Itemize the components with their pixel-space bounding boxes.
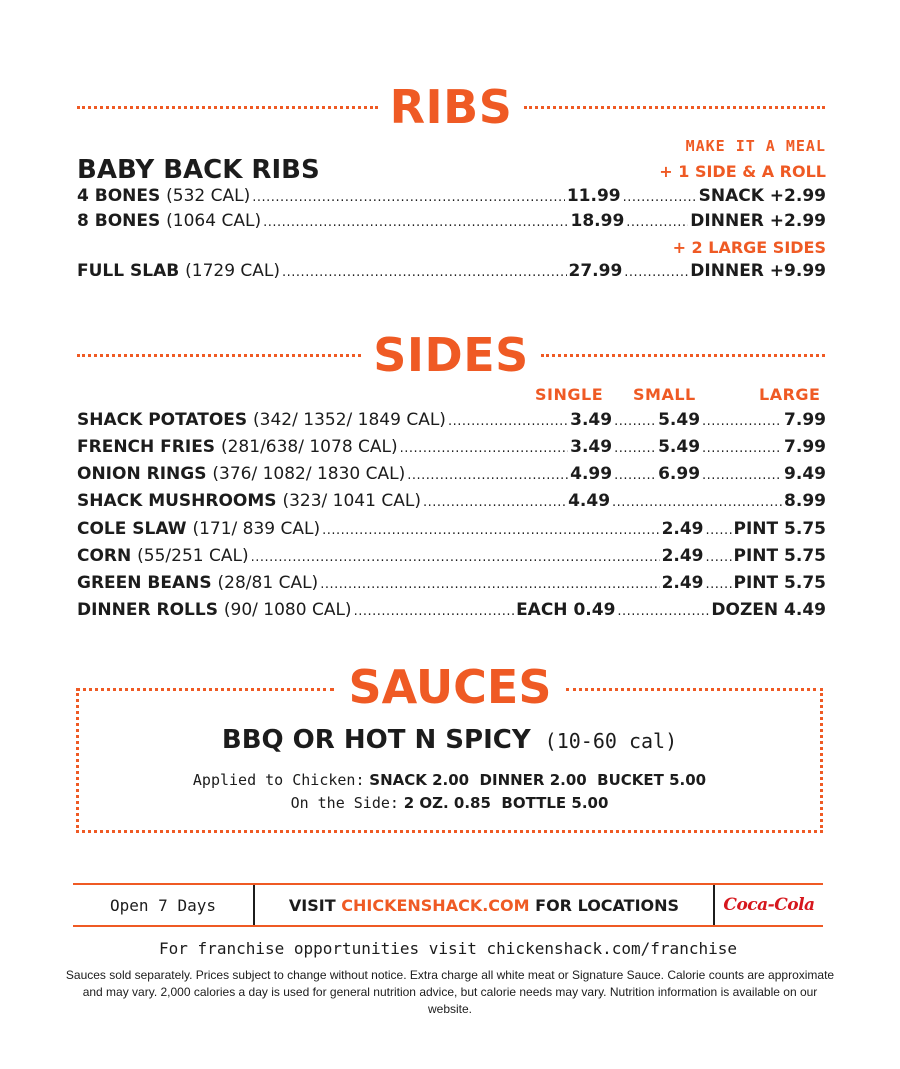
dot-leader [624, 265, 688, 280]
side-row-corn [77, 546, 826, 570]
price-large: 9.49 [784, 464, 826, 484]
dot-leader [282, 265, 566, 280]
item-price: 18.99 [570, 211, 625, 231]
price-large: 7.99 [784, 437, 826, 457]
item-calories: (1064 CAL) [166, 211, 262, 231]
column-header-large: LARGE [759, 385, 821, 404]
dot-leader [407, 468, 568, 483]
dot-leader [702, 468, 782, 483]
dot-leader [626, 215, 688, 230]
item-calories: (376/ 1082/ 1830 CAL) [212, 464, 406, 484]
price-small: 2.49 [661, 546, 704, 566]
sauces-heading-text: SAUCES [348, 660, 552, 714]
sides-heading [77, 328, 825, 382]
price-small: 2.49 [661, 519, 704, 539]
price-single: 4.99 [570, 464, 613, 484]
item-price: 11.99 [566, 186, 621, 206]
price-small: 5.49 [658, 437, 701, 457]
dot-leader [706, 550, 732, 565]
price-single: 3.49 [570, 437, 613, 457]
sauce-title-line [76, 725, 823, 755]
side-row-french-fries [77, 437, 826, 461]
price-large: PINT 5.75 [733, 546, 826, 566]
fine-print: Sauces sold separately. Prices subject to change without notice. Extra charge all white meat or Signature Sauce. Calorie counts are approximate and may vary. 2,000 calories a day is used for general nutrition advice, but calorie needs may vary. Nutrition information is available on our website. [65, 968, 835, 1016]
dot-leader [354, 604, 515, 619]
side-row-green-beans [77, 573, 826, 597]
open-7-days: Open 7 Days [73, 885, 255, 925]
coca-cola-logo [715, 885, 823, 925]
baby-back-ribs-title: BABY BACK RIBS [77, 155, 320, 185]
meal-two-large-sides-label: + 2 LARGE SIDES [672, 238, 826, 257]
sauce-calories: (10-60 cal) [544, 729, 678, 753]
dotted-rule [77, 106, 378, 109]
dot-leader [614, 468, 656, 483]
item-name: DINNER ROLLS [77, 600, 218, 620]
column-header-small: SMALL [633, 385, 696, 404]
price-large: DOZEN 4.49 [711, 600, 826, 620]
item-name: FRENCH FRIES [77, 437, 216, 457]
item-calories: (1729 CAL) [185, 261, 281, 281]
ribs-heading-text: RIBS [389, 80, 513, 134]
dotted-rule [76, 688, 334, 691]
sauce-side-prices: 2 OZ. 0.85 BOTTLE 5.00 [403, 794, 609, 812]
visit-locations [255, 885, 715, 925]
footer-bar [73, 883, 823, 927]
item-meal-price: SNACK +2.99 [698, 186, 826, 206]
dot-leader [251, 550, 660, 565]
website-link[interactable]: CHICKENSHACK.COM [341, 895, 530, 915]
side-row-shack-potatoes [77, 410, 826, 434]
item-name: SHACK MUSHROOMS [77, 491, 277, 511]
item-name: COLE SLAW [77, 519, 187, 539]
sauce-side-line [76, 794, 823, 812]
sauce-applied-prices: SNACK 2.00 DINNER 2.00 BUCKET 5.00 [369, 771, 707, 789]
menu-row-full-slab [77, 261, 826, 285]
item-name: 4 BONES [77, 186, 161, 206]
franchise-line: For franchise opportunities visit chickenshack.com/franchise [159, 939, 737, 958]
price-small: 5.49 [658, 410, 701, 430]
menu-row-4-bones [77, 186, 826, 210]
dotted-rule [541, 354, 825, 357]
menu-row-8-bones [77, 211, 826, 235]
dot-leader [320, 577, 659, 592]
dotted-rule [566, 688, 823, 691]
item-calories: (281/638/ 1078 CAL) [220, 437, 398, 457]
price-single: EACH 0.49 [516, 600, 616, 620]
column-header-single: SINGLE [535, 385, 604, 404]
price-large: PINT 5.75 [733, 519, 826, 539]
item-calories: (28/81 CAL) [217, 573, 319, 593]
dotted-rule [524, 106, 825, 109]
make-it-a-meal-label: MAKE IT A MEAL [685, 137, 826, 155]
dot-leader [448, 414, 568, 429]
price-single: 4.49 [568, 491, 611, 511]
sauce-side-label: On the Side: [290, 794, 399, 812]
dot-leader [400, 441, 568, 456]
item-meal-price: DINNER +2.99 [690, 211, 826, 231]
item-name: ONION RINGS [77, 464, 207, 484]
side-row-cole-slaw [77, 519, 826, 543]
sides-heading-text: SIDES [373, 328, 529, 382]
dot-leader [623, 190, 697, 205]
dot-leader [263, 215, 568, 230]
item-calories: (171/ 839 CAL) [192, 519, 321, 539]
dot-leader [322, 523, 659, 538]
dot-leader [706, 523, 732, 538]
price-small: 2.49 [661, 573, 704, 593]
price-large: PINT 5.75 [733, 573, 826, 593]
dot-leader [702, 414, 782, 429]
price-single: 3.49 [570, 410, 613, 430]
dot-leader [252, 190, 565, 205]
dot-leader [702, 441, 782, 456]
price-large: 8.99 [784, 491, 826, 511]
item-meal-price: DINNER +9.99 [690, 261, 826, 281]
ribs-heading [77, 80, 825, 134]
item-calories: (532 CAL) [166, 186, 251, 206]
sauce-applied-label: Applied to Chicken: [192, 771, 365, 789]
dot-leader [614, 441, 656, 456]
visit-prefix: VISIT [288, 895, 336, 915]
price-small: 6.99 [658, 464, 701, 484]
item-calories: (90/ 1080 CAL) [223, 600, 352, 620]
meal-side-roll-label: + 1 SIDE & A ROLL [659, 162, 826, 181]
item-name: CORN [77, 546, 132, 566]
item-name: SHACK POTATOES [77, 410, 248, 430]
dot-leader [423, 495, 566, 510]
visit-suffix: FOR LOCATIONS [535, 895, 680, 915]
dot-leader [706, 577, 732, 592]
sauce-applied-line [76, 771, 823, 789]
dot-leader [617, 604, 709, 619]
dot-leader [614, 414, 656, 429]
dot-leader [612, 495, 782, 510]
item-calories: (342/ 1352/ 1849 CAL) [253, 410, 446, 430]
side-row-shack-mushrooms [77, 491, 826, 515]
price-large: 7.99 [784, 410, 826, 430]
item-calories: (323/ 1041 CAL) [282, 491, 421, 511]
item-name: FULL SLAB [77, 261, 180, 281]
sauce-title: BBQ OR HOT N SPICY [221, 725, 531, 755]
item-calories: (55/251 CAL) [137, 546, 249, 566]
side-row-dinner-rolls [77, 600, 826, 624]
item-name: 8 BONES [77, 211, 161, 231]
item-name: GREEN BEANS [77, 573, 212, 593]
dotted-rule [77, 354, 361, 357]
coca-cola-logo-text: Coca-Cola [723, 895, 815, 915]
item-price: 27.99 [568, 261, 623, 281]
side-row-onion-rings [77, 464, 826, 488]
